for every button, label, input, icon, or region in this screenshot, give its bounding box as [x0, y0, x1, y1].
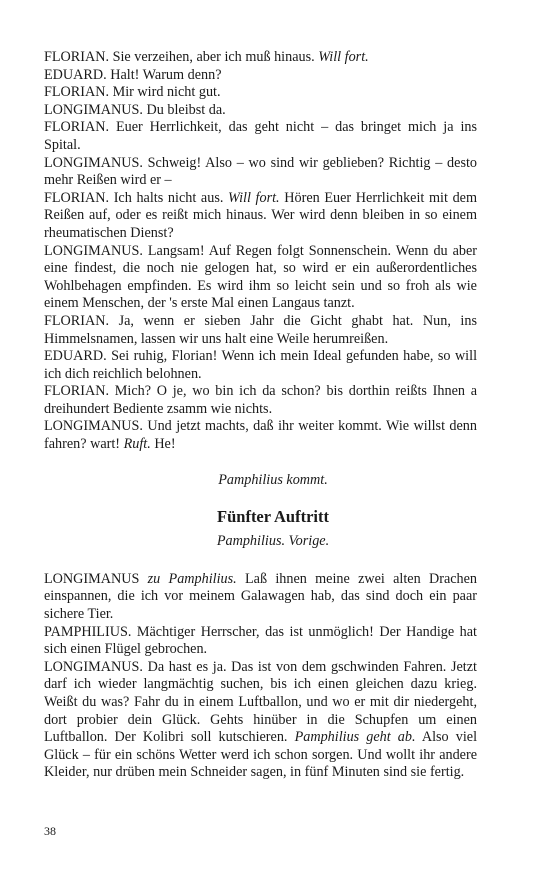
speech-text: Und jetzt machts, daß ihr weiter kommt. Wie willst denn fahren? wart! — [44, 418, 477, 453]
stage-direction: Ruft. — [123, 436, 151, 453]
dialogue-line — [44, 313, 477, 348]
speech-text: Ja, wenn er sieben Jahr die Gicht ghabt hat. Nun, ins Himmelsnamen, lassen wir uns halt eine Weile herumreißen. — [44, 312, 477, 347]
scene-title: Fünfter Auftritt — [217, 507, 329, 527]
speech-text-cont: Hören Euer Herrlichkeit mit dem Reißen auf, oder es reißt mich hinaus. Wer wird denn bleiben in so einem rheumatischen Dienst? — [44, 189, 478, 241]
page-content — [44, 49, 477, 782]
dialogue-line — [44, 155, 477, 190]
speech-text: Euer Herrlichkeit, das geht nicht – das bringet mich ja ins Spital. — [44, 119, 478, 153]
dialogue-line — [44, 190, 477, 243]
stage-direction: zu Pamphilius. — [147, 570, 237, 587]
speech-text: Ich halts nicht aus. — [113, 189, 224, 206]
dialogue-block-before — [44, 49, 477, 454]
speaker-name: FLORIAN. — [44, 84, 110, 101]
speaker-name: LONGIMANUS. — [44, 242, 143, 259]
speech-text: Langsam! Auf Regen folgt Sonnenschein. Wenn du aber eine findest, die noch nie gelogen hat, so wird er ein außerordentliches Wohlbehagen empfinden. Es wird ihm so leicht sein und so froh als wie einem Menschen, der 's erste Mal einen Langaus tanzt. — [44, 242, 477, 312]
stage-direction: Will fort. — [228, 189, 280, 206]
speech-text: Halt! Warum denn? — [110, 66, 222, 83]
speech-text: Da hast es ja. Das ist von dem gschwinden Fahren. Jetzt darf ich wieder langmächtig suchen, bis ich einen gleichen dazu krieg. Weißt du was? Fahr du in einem Luftballon, und wo er mit dir niedergeht, dort probier dein Glück. Gehts hinüber in die Schupfen um einen Luftballon. Der Kolibri soll kutschieren. — [44, 658, 477, 746]
dialogue-line — [44, 571, 477, 624]
dialogue-line — [44, 383, 477, 418]
dialogue-line — [44, 102, 477, 120]
speaker-name: LONGIMANUS. — [44, 418, 143, 435]
dialogue-line — [44, 67, 477, 85]
entrance-direction: Pamphilius kommt. — [218, 471, 328, 488]
dialogue-block-after — [44, 571, 477, 782]
speaker-name: LONGIMANUS — [44, 570, 140, 587]
speech-text: Mächtiger Herrscher, das ist unmöglich! Der Handige hat sich einen Flügel gebrochen. — [44, 623, 477, 658]
dialogue-line — [44, 119, 477, 154]
page-number: 38 — [44, 824, 56, 838]
dialogue-line — [44, 659, 477, 782]
speech-text: Schweig! Also – wo sind wir geblieben? Richtig – desto mehr Reißen wird er – — [44, 154, 477, 189]
speech-text: Sei ruhig, Florian! Wenn ich mein Ideal gefunden habe, so will ich dich reichlich belohnen. — [44, 348, 478, 382]
dialogue-line — [44, 49, 477, 67]
stage-direction: Will fort. — [318, 49, 369, 65]
dialogue-line — [44, 624, 477, 659]
speech-text-cont: Also viel Glück – für ein schöns Wetter werd ich schon sorgen. Und wollt ihr andere Kleider, nur drüben mein Schneider sagen, in fünf Minuten sind sie fertig. — [44, 729, 478, 781]
speaker-name: LONGIMANUS. — [44, 101, 143, 118]
speaker-name: LONGIMANUS. — [44, 658, 143, 675]
dialogue-line — [44, 243, 477, 313]
speech-text: Sie verzeihen, aber ich muß hinaus. — [112, 49, 315, 65]
speaker-name: FLORIAN. — [44, 312, 110, 329]
speaker-name: FLORIAN. — [44, 119, 110, 136]
speech-text: Du bleibst da. — [146, 101, 226, 118]
dialogue-line — [44, 84, 477, 102]
speaker-name: EDUARD. — [44, 66, 107, 83]
scene-characters: Pamphilius. Vorige. — [216, 533, 330, 550]
stage-direction: Pamphilius geht ab. — [294, 729, 416, 746]
speaker-name: FLORIAN. — [44, 383, 110, 400]
speech-text: Mir wird nicht gut. — [112, 84, 221, 101]
dialogue-line — [44, 348, 477, 383]
speech-text: Laß ihnen meine zwei alten Drachen einspannen, die ich vor meinem Galawagen hab, das sind doch ein paar sichere Tier. — [44, 570, 478, 623]
speaker-name: FLORIAN. — [44, 49, 110, 65]
speaker-name: PAMPHILIUS. — [44, 623, 132, 640]
speaker-name: FLORIAN. — [44, 189, 110, 206]
speaker-name: EDUARD. — [44, 348, 107, 365]
speech-text-cont: He! — [154, 436, 176, 453]
speech-text: Mich? O je, wo bin ich da schon? bis dorthin reißts Ihnen a dreihundert Bediente zsamm wie nichts. — [44, 383, 478, 417]
dialogue-line — [44, 418, 477, 453]
speaker-name: LONGIMANUS. — [44, 154, 143, 171]
